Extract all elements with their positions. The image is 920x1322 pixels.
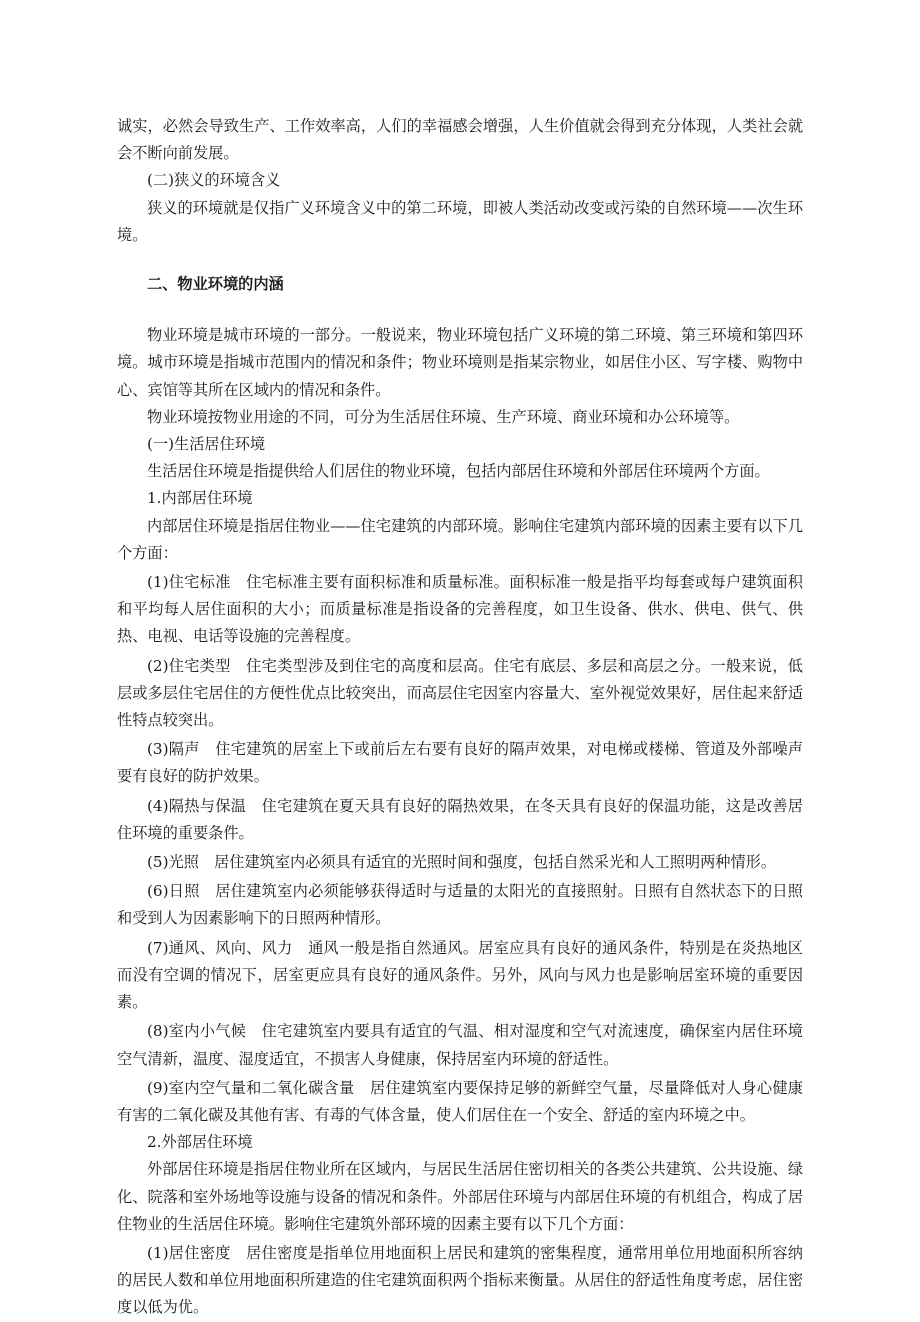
list-item: (1)住宅标准 住宅标准主要有面积标准和质量标准。面积标准一般是指平均每套或每户建筑面积和平均每人居住面积的大小；而质量标准是指设备的完善程度，如卫生设备、供水、供电、供气、供热、电视、电话等设施的完善程度。 (117, 573, 803, 646)
section-subheading: 2.外部居住环境 (147, 1133, 253, 1152)
paragraph: 狭义的环境就是仅指广义环境含义中的第二环境，即被人类活动改变或污染的自然环境——次生环境。 (117, 198, 803, 244)
paragraph: 物业环境按物业用途的不同，可分为生活居住环境、生产环境、商业环境和办公环境等。 (147, 407, 740, 426)
list-item: (7)通风、风向、风力 通风一般是指自然通风。居室应具有良好的通风条件，特别是在炎热地区而没有空调的情况下，居室更应具有良好的通风条件。另外，风向与风力也是影响居室环境的重要因素。 (117, 938, 803, 1012)
paragraph: 物业环境是城市环境的一部分。一般说来，物业环境包括广义环境的第二环境、第三环境和第四环境。城市环境是指城市范围内的情况和条件；物业环境则是指某宗物业，如居住小区、写字楼、购物中心、宾馆等其所在区域内的情况和条件。 (117, 326, 803, 399)
list-item: (3)隔声 住宅建筑的居室上下或前后左右要有良好的隔声效果，对电梯或楼梯、管道及外部噪声要有良好的防护效果。 (117, 740, 803, 786)
list-item: (2)住宅类型 住宅类型涉及到住宅的高度和层高。住宅有底层、多层和高层之分。一般来说，低层或多层住宅居住的方便性优点比较突出，而高层住宅因室内容量大、室外视觉效果好，居住起来舒适性特点较突出。 (117, 656, 803, 730)
list-item: (9)室内空气量和二氧化碳含量 居住建筑室内要保持足够的新鲜空气量，尽量降低对人身心健康有害的二氧化碳及其他有害、有毒的气体含量，使人们居住在一个安全、舒适的室内环境之中。 (117, 1078, 803, 1124)
section-heading: 二、物业环境的内涵 (147, 275, 284, 294)
list-item: (8)室内小气候 住宅建筑室内要具有适宜的气温、相对湿度和空气对流速度，确保室内居住环境空气清新，温度、湿度适宜，不损害人身健康，保持居室内环境的舒适性。 (117, 1022, 803, 1068)
list-item: (4)隔热与保温 住宅建筑在夏天具有良好的隔热效果，在冬天具有良好的保温功能，这是改善居住环境的重要条件。 (117, 796, 803, 842)
section-subheading: (二)狭义的环境含义 (147, 171, 281, 190)
list-item: (5)光照 居住建筑室内必须具有适宜的光照时间和强度，包括自然采光和人工照明两种情形。 (147, 853, 777, 872)
paragraph: 生活居住环境是指提供给人们居住的物业环境，包括内部居住环境和外部居住环境两个方面。 (147, 462, 770, 481)
section-subheading: (一)生活居住环境 (147, 435, 266, 454)
list-item: (1)居住密度 居住密度是指单位用地面积上居民和建筑的密集程度，通常用单位用地面积所容纳的居民人数和单位用地面积所建造的住宅建筑面积两个指标来衡量。从居住的舒适性角度考虑，居住密度以低为优。 (117, 1243, 803, 1317)
document-body (117, 113, 803, 1322)
paragraph: 内部居住环境是指居住物业——住宅建筑的内部环境。影响住宅建筑内部环境的因素主要有以下几个方面： (117, 516, 803, 562)
paragraph: 外部居住环境是指居住物业所在区域内，与居民生活居住密切相关的各类公共建筑、公共设施、绿化、院落和室外场地等设施与设备的情况和条件。外部居住环境与内部居住环境的有机组合，构成了居住物业的生活居住环境。影响住宅建筑外部环境的因素主要有以下几个方面： (117, 1160, 803, 1233)
paragraph: 诚实，必然会导致生产、工作效率高，人们的幸福感会增强，人生价值就会得到充分体现，人类社会就会不断向前发展。 (117, 117, 803, 163)
section-subheading: 1.内部居住环境 (147, 489, 253, 508)
list-item: (6)日照 居住建筑室内必须能够获得适时与适量的太阳光的直接照射。日照有自然状态下的日照和受到人为因素影响下的日照两种情形。 (117, 882, 803, 928)
